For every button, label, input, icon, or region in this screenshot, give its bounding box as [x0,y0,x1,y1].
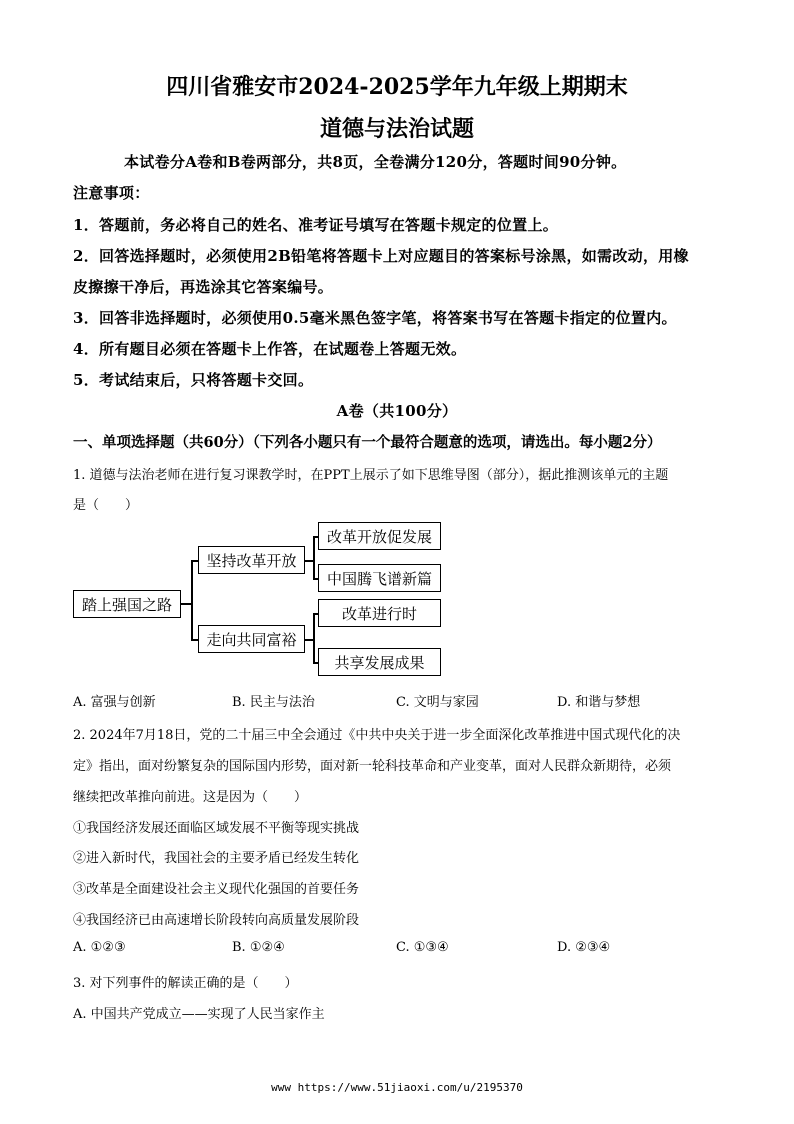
mindmap-branch-common-prosperity: 走向共同富裕 [198,625,305,653]
mindmap-leaf: 中国腾飞谱新篇 [318,564,441,592]
q1-option-d: D. 和谐与梦想 [557,695,641,710]
note-item: 5．考试结束后，只将答题卡交回。 [73,371,314,389]
q2-option-d: D. ②③④ [557,940,611,955]
section-a-heading: A卷（共100分） [336,402,458,420]
q2-option-b: B. ①②④ [232,940,285,955]
question-2-stem: 2. 2024年7月18日，党的二十届三中全会通过《中共中央关于进一步全面深化改革推进中国式现代化的决 [73,728,681,743]
exam-intro: 本试卷分A卷和B卷两部分，共8页，全卷满分120分，答题时间90分钟。 [124,153,627,171]
notes-heading: 注意事项： [73,184,150,202]
mindmap-leaf: 改革开放促发展 [318,522,441,550]
q1-option-a: A. 富强与创新 [73,695,156,710]
q1-option-b: B. 民主与法治 [232,695,315,710]
question-1-stem: 1. 道德与法治老师在进行复习课教学时，在PPT上展示了如下思维导图（部分），据此推测该单元的主题 [73,468,669,483]
q3-option-a: A. 中国共产党成立——实现了人民当家作主 [73,1007,325,1022]
question-2-stem-cont: 定》指出，面对纷繁复杂的国际国内形势，面对新一轮科技革命和产业变革，面对人民群众新期待，必须 [73,759,672,774]
connector [313,536,315,579]
q2-statement: ①我国经济发展还面临区域发展不平衡等现实挑战 [73,821,360,836]
q2-option-a: A. ①②③ [73,940,126,955]
question-1-stem-cont: 是（ ） [73,498,139,513]
question-2-stem-cont: 继续把改革推向前进。这是因为（ ） [73,790,308,805]
q2-statement: ④我国经济已由高速增长阶段转向高质量发展阶段 [73,913,360,928]
footer-url[interactable]: www https://www.51jiaoxi.com/u/2195370 [271,1081,523,1094]
q2-option-c: C. ①③④ [396,940,449,955]
q2-statement: ③改革是全面建设社会主义现代化强国的首要任务 [73,882,360,897]
q1-option-c: C. 文明与家园 [396,695,479,710]
document-subtitle: 道德与法治试题 [319,116,474,142]
connector [191,560,193,640]
note-item: 4．所有题目必须在答题卡上作答，在试题卷上答题无效。 [73,340,467,358]
part1-heading: 一、单项选择题（共60分）（下列各小题只有一个最符合题意的选项，请选出。每小题2分） [73,434,662,451]
mindmap-leaf: 共享发展成果 [318,648,441,676]
question-3-stem: 3. 对下列事件的解读正确的是（ ） [73,976,298,991]
document-title: 四川省雅安市2024-2025学年九年级上期期末 [166,74,628,100]
mindmap-leaf: 改革进行时 [318,599,441,627]
connector [313,613,315,663]
note-item: 1．答题前，务必将自己的姓名、准考证号填写在答题卡规定的位置上。 [73,216,559,234]
mindmap-root: 踏上强国之路 [73,590,181,618]
note-item: 3．回答非选择题时，必须使用0.5毫米黑色签字笔，将答案书写在答题卡指定的位置内。 [73,309,677,327]
mindmap-branch-reform: 坚持改革开放 [198,546,305,574]
note-item: 2．回答选择题时，必须使用2B铅笔将答题卡上对应题目的答案标号涂黑，如需改动，用橡 [73,247,689,265]
q2-statement: ②进入新时代，我国社会的主要矛盾已经发生转化 [73,851,360,866]
note-item: 皮擦擦干净后，再选涂其它答案编号。 [73,278,334,296]
